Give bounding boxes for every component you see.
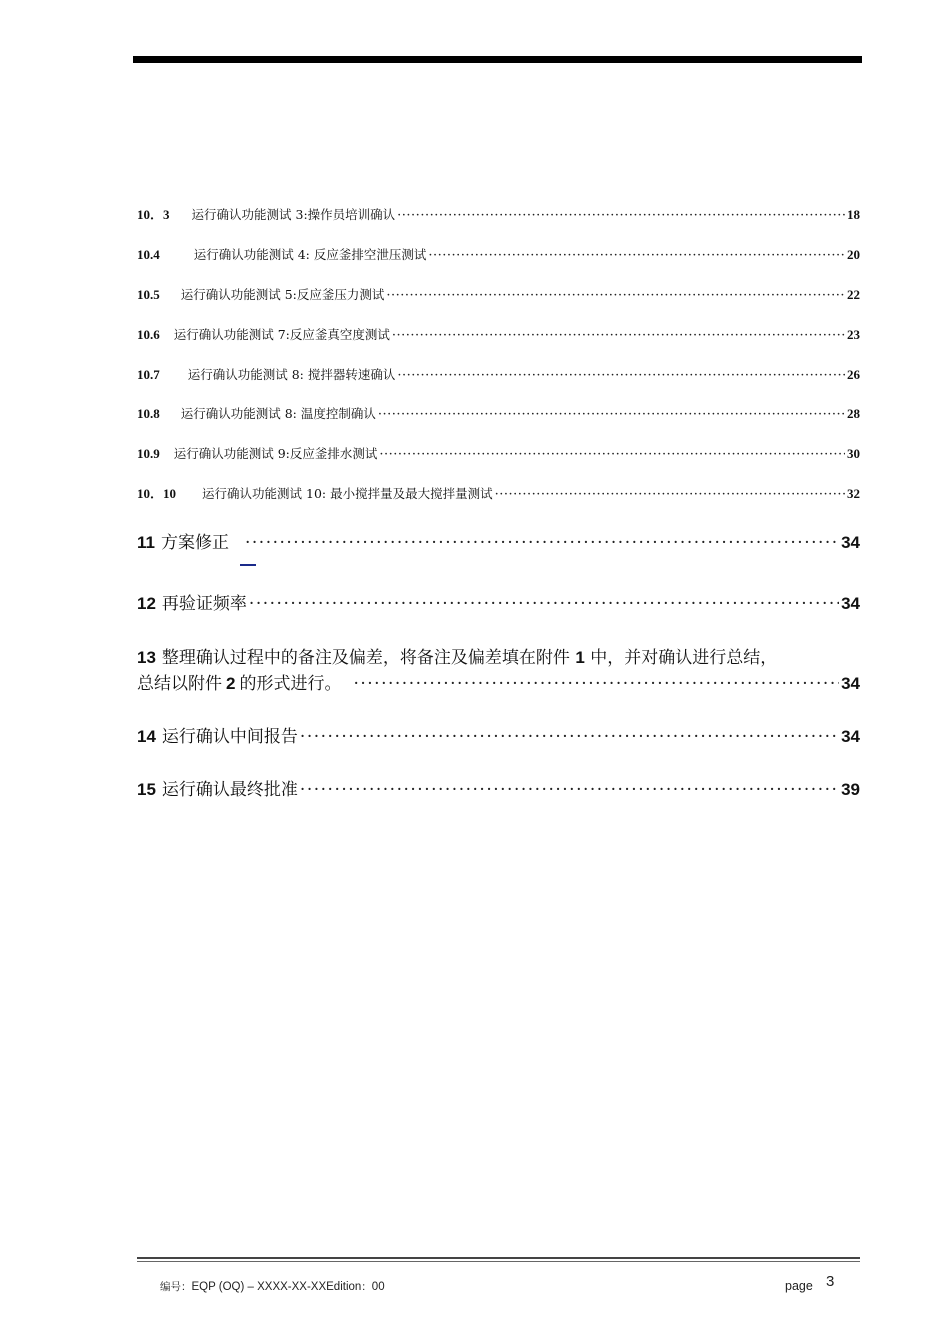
toc-entry-line-1 (137, 645, 860, 671)
footer-page-label: page (785, 1279, 813, 1293)
toc-entry-10-10[interactable] (137, 484, 860, 504)
toc-entry-title-part: 的形式进行。 (239, 674, 342, 694)
toc-entry-page: 20 (847, 247, 860, 262)
toc-entry-page: 26 (847, 367, 860, 382)
footer-code-label: 编号： (160, 1281, 192, 1293)
toc-entry-title: 运行确认功能测试 5:反应釜压力测试 (180, 287, 385, 302)
toc-dot-leader (386, 286, 845, 306)
toc-entry-line-2 (137, 671, 860, 697)
toc-entry-page: 34 (841, 674, 860, 693)
toc-entry-11[interactable] (137, 530, 860, 556)
footer-rule-thin (137, 1261, 860, 1262)
footer-edition-value: 00 (371, 1281, 385, 1293)
toc-entry-page: 39 (841, 780, 860, 799)
toc-entry-title: 方案修正 (160, 533, 229, 553)
toc-entry-15[interactable] (137, 777, 860, 803)
toc-entry-12[interactable] (137, 591, 860, 617)
toc-entry-number: 10.5 (137, 287, 160, 302)
toc-entry-number: 12 (137, 594, 156, 613)
toc-dot-leader (249, 591, 839, 617)
footer-code-value: EQP (OQ) – XXXX-XX-XXEdition (191, 1281, 362, 1293)
toc-entry-10-8[interactable] (137, 404, 860, 424)
toc-entry-page: 32 (847, 486, 860, 501)
attachment-number: 1 (575, 648, 585, 667)
toc-entry-title: 运行确认功能测试 8: 搅拌器转速确认 (187, 367, 396, 382)
footer-rule (137, 1257, 860, 1259)
toc-dot-leader (353, 671, 839, 697)
toc-entry-10-9[interactable] (137, 444, 860, 464)
toc-entry-number: 10.7 (137, 367, 160, 382)
toc-entry-13[interactable] (137, 645, 860, 697)
toc-entry-page: 34 (841, 727, 860, 746)
toc-entry-title: 运行确认中间报告 (161, 727, 298, 747)
text-cursor-underline (240, 564, 256, 566)
toc-entry-number: 10.4 (137, 247, 160, 262)
toc-entry-10-7[interactable] (137, 365, 860, 385)
toc-entry-number: 14 (137, 727, 156, 746)
toc-entry-page: 22 (847, 287, 860, 302)
toc-dot-leader (300, 777, 839, 803)
toc-dot-leader (392, 326, 845, 346)
toc-entry-title-part: 总结以附件 (137, 674, 222, 694)
toc-entry-number: 10.9 (137, 446, 160, 461)
toc-dot-leader (245, 530, 839, 556)
toc-entry-14[interactable] (137, 724, 860, 750)
header-rule (133, 56, 862, 63)
toc-entry-number: 15 (137, 780, 156, 799)
toc-dot-leader (428, 246, 845, 266)
toc-entry-10-3[interactable] (137, 205, 860, 225)
toc-entry-title: 再验证频率 (161, 594, 247, 614)
attachment-number: 2 (226, 674, 236, 693)
toc-entry-page: 18 (847, 207, 860, 222)
toc-dot-leader (300, 724, 839, 750)
toc-entry-title-part: 中，并对确认进行总结， (590, 648, 778, 668)
toc-entry-10-5[interactable] (137, 285, 860, 305)
toc-entry-page: 23 (847, 327, 860, 342)
toc-entry-title: 运行确认最终批准 (161, 780, 298, 800)
footer-doc-code (160, 1279, 385, 1294)
footer-page-number: 3 (826, 1273, 835, 1290)
toc-entry-number: 10.6 (137, 327, 160, 342)
toc-entry-title-part: 整理确认过程中的备注及偏差，将备注及偏差填在附件 (161, 648, 570, 668)
toc-dot-leader (495, 485, 845, 505)
toc-entry-number: 11 (137, 533, 155, 552)
toc-entry-title: 运行确认功能测试 3:操作员培训确认 (191, 207, 396, 222)
toc-dot-leader (397, 366, 845, 386)
toc-entry-page: 34 (841, 594, 860, 613)
toc-entry-10-6[interactable] (137, 325, 860, 345)
toc-entry-title: 运行确认功能测试 4: 反应釜排空泄压测试 (193, 247, 427, 262)
toc-entry-page: 28 (847, 406, 860, 421)
toc-dot-leader (379, 445, 845, 465)
toc-entry-title: 运行确认功能测试 8: 温度控制确认 (180, 406, 376, 421)
toc-entry-10-4[interactable] (137, 245, 860, 265)
toc-entry-title: 运行确认功能测试 10: 最小搅拌量及最大搅拌量测试 (202, 486, 493, 501)
toc-dot-leader (397, 206, 845, 226)
toc-dot-leader (378, 405, 845, 425)
footer-edition-sep: ： (361, 1281, 372, 1293)
toc-entry-number: 13 (137, 648, 156, 667)
toc-entry-title: 运行确认功能测试 9:反应釜排水测试 (173, 446, 378, 461)
toc-entry-title: 运行确认功能测试 7:反应釜真空度测试 (173, 327, 390, 342)
toc-entry-number: 10．10 (137, 486, 177, 501)
toc-entry-page: 34 (841, 533, 860, 552)
toc-entry-page: 30 (847, 446, 860, 461)
toc-entry-number: 10．3 (137, 207, 170, 222)
toc-entry-number: 10.8 (137, 406, 160, 421)
